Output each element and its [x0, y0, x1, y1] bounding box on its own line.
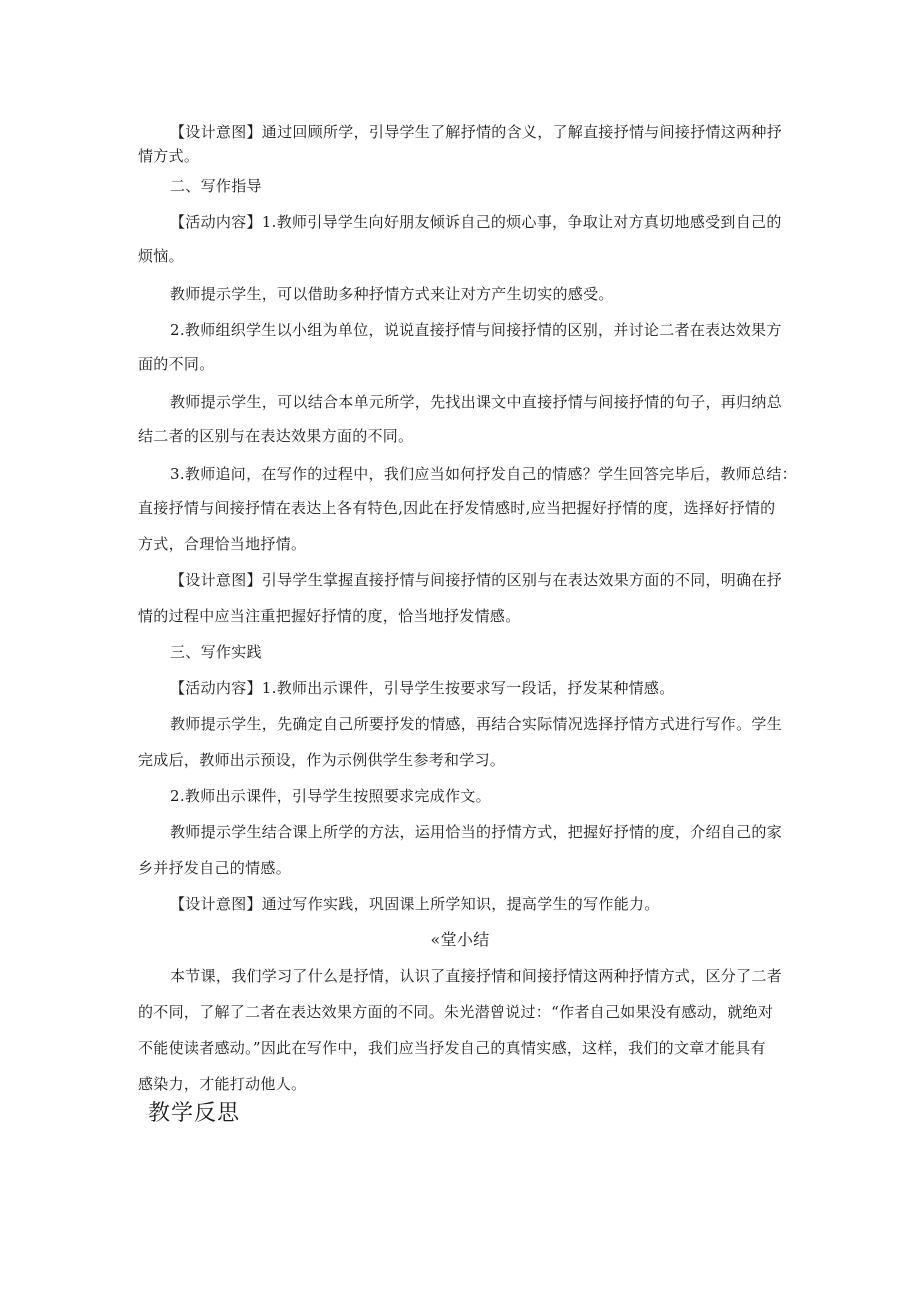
teacher-tip-1: 教师提示学生，可以借助多种抒情方式来让对方产生切实的感受。 — [170, 285, 614, 303]
design-intent-1-line-2: 情方式。 — [138, 147, 200, 165]
summary-line-1: 本节课，我们学习了什么是抒情，认识了直接抒情和间接抒情这两种抒情方式，区分了二者 — [170, 967, 783, 985]
activity-content-5: 2.教师出示课件，引导学生按照要求完成作文。 — [170, 787, 491, 805]
summary-line-4: 感染力，才能打动他人。 — [138, 1075, 307, 1093]
teacher-tip-3-line-2: 完成后，教师出示预设，作为示例供学生参考和学习。 — [138, 751, 506, 769]
design-intent-3: 【设计意图】通过写作实践，巩固课上所学知识，提高学生的写作能力。 — [170, 895, 660, 913]
design-intent-2-line-1: 【设计意图】引导学生掌握直接抒情与间接抒情的区别与在表达效果方面的不同，明确在抒 — [170, 571, 783, 589]
activity-content-1-line-2: 烦恼。 — [138, 247, 184, 265]
teacher-tip-2-line-2: 结二者的区别与在表达效果方面的不同。 — [138, 427, 414, 445]
activity-content-2-line-1: 2.教师组织学生以小组为单位，说说直接抒情与间接抒情的区别，并讨论二者在表达效果方 — [170, 321, 782, 339]
teacher-tip-4-line-2: 乡并抒发自己的情感。 — [138, 859, 292, 877]
section-heading-writing-practice: 三、写作实践 — [170, 643, 262, 661]
teacher-tip-2-line-1: 教师提示学生，可以结合本单元所学，先找出课文中直接抒情与间接抒情的句子，再归纳总 — [170, 393, 783, 411]
design-intent-2-line-2: 情的过程中应当注重把握好抒情的度，恰当地抒发情感。 — [138, 607, 521, 625]
teaching-reflection-heading: 教学反思 — [148, 1101, 241, 1126]
teacher-tip-3-line-1: 教师提示学生，先确定自己所要抒发的情感，再结合实际情况选择抒情方式进行写作。学生 — [170, 715, 783, 733]
activity-content-3-line-2: 直接抒情与间接抒情在表达上各有特色,因此在抒发情感时,应当把握好抒情的度，选择好抒情的 — [138, 499, 776, 517]
teacher-tip-4-line-1: 教师提示学生结合课上所学的方法，运用恰当的抒情方式，把握好抒情的度，介绍自己的家 — [170, 823, 783, 841]
summary-line-3: 不能使读者感动。”因此在写作中，我们应当抒发自己的真情实感，这样，我们的文章才能具有 — [138, 1039, 766, 1057]
class-summary-heading: «堂小结 — [430, 930, 490, 949]
section-heading-writing-guidance: 二、写作指导 — [170, 177, 262, 195]
activity-content-2-line-2: 面的不同。 — [138, 355, 215, 373]
activity-content-1-line-1: 【活动内容】1.教师引导学生向好朋友倾诉自己的烦心事，争取让对方真切地感受到自己的 — [170, 213, 782, 231]
summary-line-2: 的不同，了解了二者在表达效果方面的不同。朱光潜曾说过：“作者自己如果没有感动，就绝对 — [138, 1003, 774, 1021]
design-intent-1-line-1: 【设计意图】通过回顾所学，引导学生了解抒情的含义，了解直接抒情与间接抒情这两种抒 — [170, 123, 783, 141]
activity-content-3-line-3: 方式，合理恰当地抒情。 — [138, 535, 307, 553]
activity-content-4: 【活动内容】1.教师出示课件，引导学生按要求写一段话，抒发某种情感。 — [170, 679, 675, 697]
activity-content-3-line-1: 3.教师追问，在写作的过程中，我们应当如何抒发自己的情感？学生回答完毕后，教师总结： — [170, 465, 797, 483]
